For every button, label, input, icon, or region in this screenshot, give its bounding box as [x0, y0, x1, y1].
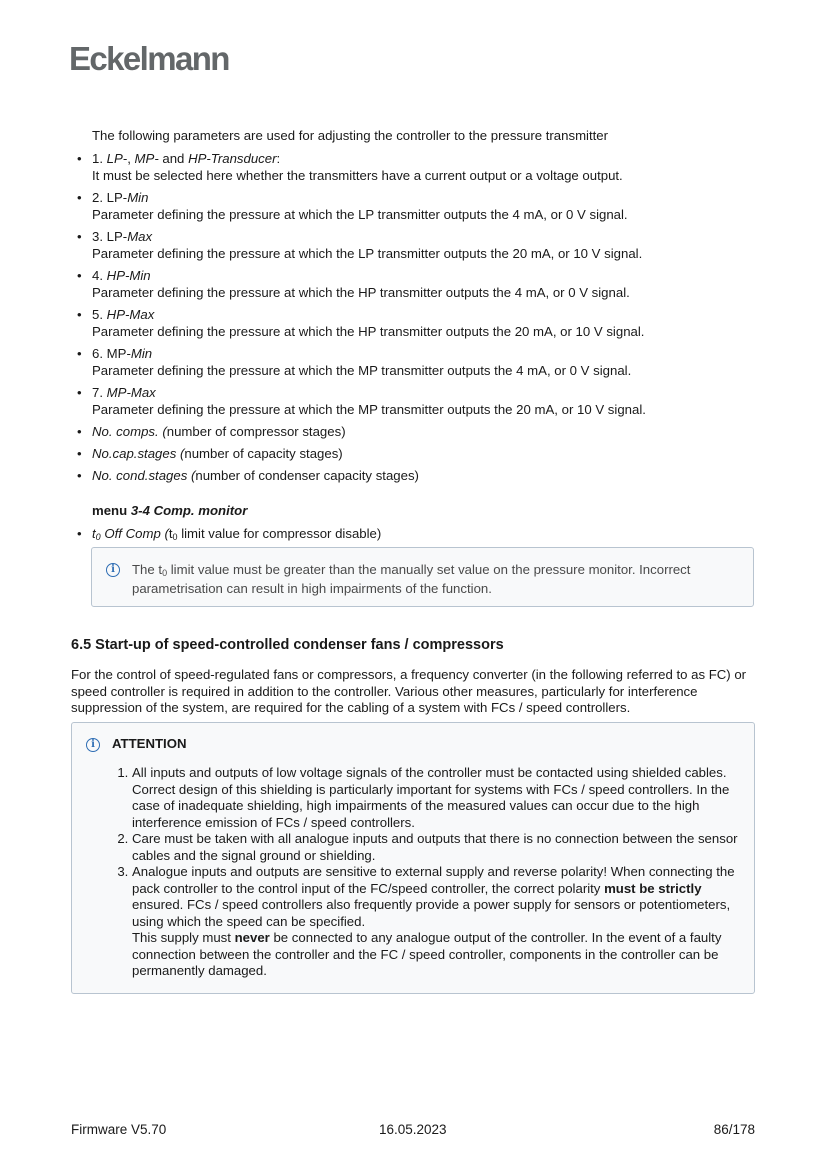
info-icon: i [86, 738, 100, 752]
list-item: • 2. LP-Min Parameter defining the pressure at which the LP transmitter outputs the 4 mA, or 0 V signal. [76, 189, 776, 223]
menu-heading: menu 3-4 Comp. monitor [92, 503, 248, 518]
intro-text: The following parameters are used for adjusting the controller to the pressure transmitter [92, 128, 609, 143]
info-icon: i [106, 563, 120, 577]
list-item: 2. Care must be taken with all analogue inputs and outputs that there is no connection between the sensor cables and the signal ground or shielding. [132, 831, 744, 864]
list-item: • No. cond.stages (number of condenser capacity stages) [76, 467, 776, 484]
footer-page-number: 86/178 [713, 1122, 755, 1137]
section-paragraph: For the control of speed-regulated fans or compressors, a frequency converter (in the following referred to as FC) or speed controller is required in addition to the controller. Various other measures, particularly for interference suppression of the system, are required for the cabling of a system with FCs / speed controllers. [71, 667, 747, 715]
section-heading: 6.5 Start-up of speed-controlled condenser fans / compressors [71, 637, 504, 653]
attention-box [71, 722, 755, 994]
footer-firmware: Firmware V5.70 [71, 1122, 167, 1137]
list-item: • 1. LP-, MP- and HP-Transducer: It must be selected here whether the transmitters have a current output or a voltage output. [76, 150, 776, 184]
param-desc: Parameter defining the pressure at which the MP transmitter outputs the 4 mA, or 0 V signal. [92, 363, 632, 378]
t0-list [76, 525, 381, 542]
list-item: • 7. MP-Max Parameter defining the pressure at which the MP transmitter outputs the 20 mA, or 10 V signal. [76, 384, 776, 418]
param-desc: Parameter defining the pressure at which the LP transmitter outputs the 4 mA, or 0 V signal. [92, 207, 628, 222]
list-item: • $t_0$ Off Comp ($t_0$ limit value for compressor disable) [76, 525, 381, 542]
param-desc: Parameter defining the pressure at which the HP transmitter outputs the 4 mA, or 0 V signal. [92, 285, 630, 300]
parameter-list [76, 150, 776, 489]
list-item: • 6. MP-Min Parameter defining the pressure at which the MP transmitter outputs the 4 mA, or 0 V signal. [76, 345, 776, 379]
list-item: • 3. LP-Max Parameter defining the pressure at which the LP transmitter outputs the 20 mA, or 10 V signal. [76, 228, 776, 262]
list-item: • No. comps. (number of compressor stages) [76, 423, 776, 440]
note-text: The $t_0$ limit value must be greater than the manually set value on the pressure monitor. Incorrect parametrisation can result in high impairments of the function. [132, 562, 691, 596]
list-item: • 4. HP-Min Parameter defining the pressure at which the HP transmitter outputs the 4 mA, or 0 V signal. [76, 267, 776, 301]
param-desc: Parameter defining the pressure at which the MP transmitter outputs the 20 mA, or 10 V signal. [92, 402, 646, 417]
param-desc: It must be selected here whether the transmitters have a current output or a voltage output. [92, 168, 623, 183]
footer-date: 16.05.2023 [379, 1122, 447, 1137]
eckelmann-logo: Eckelmann [69, 40, 229, 77]
info-note [91, 547, 754, 607]
param-desc: Parameter defining the pressure at which the HP transmitter outputs the 20 mA, or 10 V signal. [92, 324, 645, 339]
list-item: • No.cap.stages (number of capacity stages) [76, 445, 776, 462]
list-item: • 5. HP-Max Parameter defining the pressure at which the HP transmitter outputs the 20 mA, or 10 V signal. [76, 306, 776, 340]
attention-list [112, 765, 744, 980]
list-item: 3. Analogue inputs and outputs are sensitive to external supply and reverse polarity! When connecting the pack controller to the control input of the FC/speed controller, the correct polarity must be strictly ensured. FCs / speed controllers also frequently provide a power supply for sensors or potentiometers, using which the speed can be specified. This supply must never be connected to any analogue output of the controller. In the event of a faulty connection between the controller and the FC / speed controller, components in the controller can be permanently damaged. [132, 864, 744, 980]
param-desc: Parameter defining the pressure at which the LP transmitter outputs the 20 mA, or 10 V signal. [92, 246, 643, 261]
list-item: 1. All inputs and outputs of low voltage signals of the controller must be contacted using shielded cables. Correct design of this shielding is particularly important for systems with FCs / speed controllers. In the case of inadequate shielding, high impairments of the measured values can occur due to the high interference emission of FCs / speed controllers. [132, 765, 744, 831]
attention-title: ATTENTION [112, 736, 187, 751]
